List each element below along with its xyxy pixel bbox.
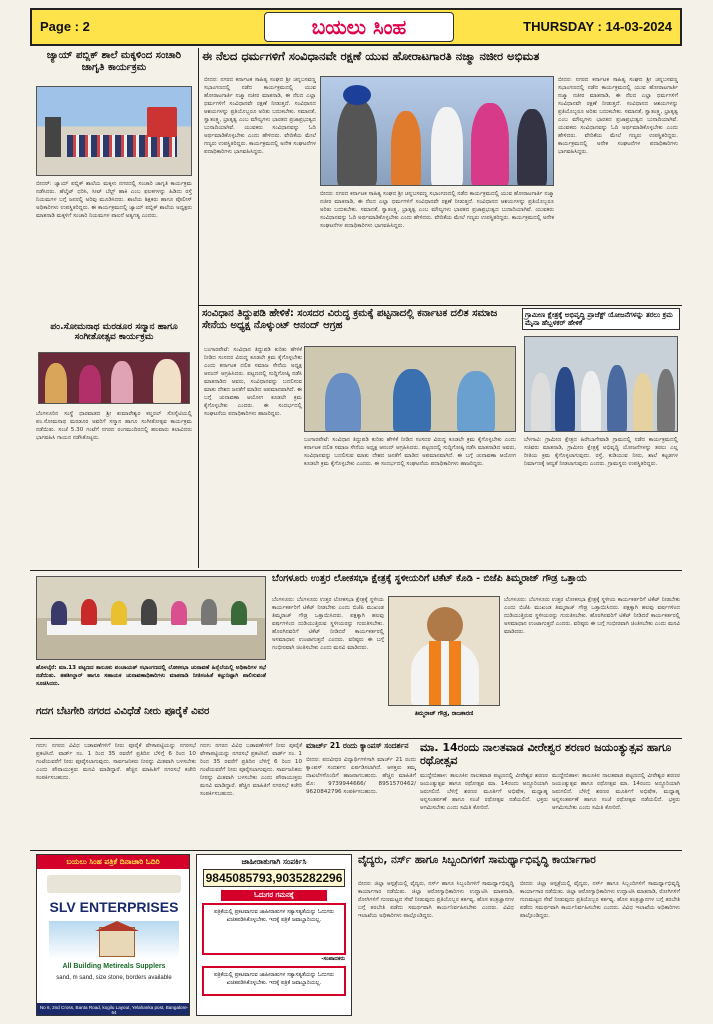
ad-classified: [196, 854, 352, 1016]
article-body: ಬೆಳಗಾವಿ: ಗ್ರಾಮೀಣ ಕ್ಷೇತ್ರದ ಹಿರೇಬಾಗೇವಾಡಿ ಗ್ರಾಮದಲ್ಲಿ ನಡೆದ ಕಾರ್ಯಕ್ರಮದಲ್ಲಿ ಸಚಿವರು ಮಾತನಾಡಿ, ಗ್ರಾಮೀಣ ಕ್ಷೇತ್ರಕ್ಕೆ ಅಭಿವೃದ್ಧಿ ಯೋಜನೆಗಳನ್ನು ತರಲು ಎಲ್ಲ ರೀತಿಯ ಕ್ರಮ ಕೈಗೊಳ್ಳಲಾಗುವುದು. ರಸ್ತೆ, ಕುಡಿಯುವ ನೀರು, ಶಾಲೆ ಕಟ್ಟಡಗಳ ನಿರ್ಮಾಣಕ್ಕೆ ಆದ್ಯತೆ ನೀಡಲಾಗುವುದು ಎಂದರು. ಗ್ರಾಮಸ್ಥರು ಉಪಸ್ಥಿತರಿದ್ದರು.: [524, 437, 678, 467]
company-name: SLV ENTERPRISES: [49, 899, 179, 915]
article-body-continued: ಬೀದರ: ನಗರದ ಕರ್ನಾಟಕ ಸಾಹಿತ್ಯ ಸಂಘದ ಶ್ರೀ ಚನ್ನಬಸವಣ್ಣ ಸಭಾಂಗಣದಲ್ಲಿ ನಡೆದ ಕಾರ್ಯಕ್ರಮದಲ್ಲಿ ಯುವ ಹೋರಾಟಗಾರ್ತಿ ನಜ್ಮಾ ನಜೀರ ಮಾತನಾಡಿ, ಈ ನೆಲದ ಎಲ್ಲಾ ಧರ್ಮಗಳಿಗೆ ಸಂವಿಧಾನವೇ ರಕ್ಷಣೆ ನೀಡುತ್ತದೆ. ಸಂವಿಧಾನದ ಆಶಯಗಳನ್ನು ಪ್ರತಿಯೊಬ್ಬರೂ ಅರಿತು ಬದುಕಬೇಕು. ಸಮಾನತೆ, ಸ್ವಾತಂತ್ರ್ಯ, ಭ್ರಾತೃತ್ವ ಎಂಬ ಮೌಲ್ಯಗಳು ಭಾರತದ ಪ್ರಜಾಪ್ರಭುತ್ವದ ಬುನಾದಿಯಾಗಿವೆ. ಯುವಕರು ಸಂವಿಧಾನವನ್ನು ಓದಿ ಅರ್ಥಮಾಡಿಕೊಳ್ಳಬೇಕು ಎಂದು ಹೇಳಿದರು. ವೇದಿಕೆಯ ಮೇಲೆ ಗಣ್ಯರು ಉಪಸ್ಥಿತರಿದ್ದರು. ಕಾರ್ಯಕ್ರಮದಲ್ಲಿ ಅನೇಕ ಸಂಘಟನೆಗಳ ಪದಾಧಿಕಾರಿಗಳು ಭಾಗವಹಿಸಿದ್ದರು.: [558, 77, 678, 155]
article-body: ಬೀದರ: ಪದವೀಧರ ವಿದ್ಯಾರ್ಥಿಗಳಿಗಾಗಿ ಮಾರ್ಚ್ 21 ರಂದು ಕ್ಯಾಂಪಸ್ ಸಂದರ್ಶನ ಏರ್ಪಡಿಸಲಾಗಿದೆ. ಆಸಕ್ತರು ತಮ್ಮ ದಾಖಲೆಗಳೊಂದಿಗೆ ಹಾಜರಾಗಬಹುದು. ಹೆಚ್ಚಿನ ಮಾಹಿತಿಗೆ ಮೊ: 9739944666/ 8951570462/ 9620842796 ಸಂಪರ್ಕಿಸಬಹುದು.: [306, 757, 416, 795]
meeting-caption: ಹೊಳಲ್ಕೆರೆ: ಮಾ.13 ಪಟ್ಟಣದ ತಾಲೂಕು ಪಂಚಾಯತ್ ಸಭಾಂಗಣದಲ್ಲಿ ಲೋಕಸಭಾ ಚುನಾವಣೆ ಹಿನ್ನೆಲೆಯಲ್ಲಿ ಅಧಿಕಾರಿಗಳ ಸಭೆ ನಡೆಯಿತು. ತಹಶೀಲ್ದಾರ್ ಹಾಗೂ ಸಹಾಯಕ ಚುನಾವಣಾಧಿಕಾರಿಗಳು ಮಾತನಾಡಿ ನೀತಿಸಂಹಿತೆ ಕಟ್ಟುನಿಟ್ಟಾಗಿ ಪಾಲಿಸುವಂತೆ ಸೂಚಿಸಿದರು.: [36, 665, 266, 687]
gram-photo: [524, 336, 678, 432]
article-body-continued: ಬೀದರ: ನಗರದ ಕರ್ನಾಟಕ ಸಾಹಿತ್ಯ ಸಂಘದ ಶ್ರೀ ಚನ್ನಬಸವಣ್ಣ ಸಭಾಂಗಣದಲ್ಲಿ ನಡೆದ ಕಾರ್ಯಕ್ರಮದಲ್ಲಿ ಯುವ ಹೋರಾಟಗಾರ್ತಿ ನಜ್ಮಾ ನಜೀರ ಮಾತನಾಡಿ, ಈ ನೆಲದ ಎಲ್ಲಾ ಧರ್ಮಗಳಿಗೆ ಸಂವಿಧಾನವೇ ರಕ್ಷಣೆ ನೀಡುತ್ತದೆ. ಸಂವಿಧಾನದ ಆಶಯಗಳನ್ನು ಪ್ರತಿಯೊಬ್ಬರೂ ಅರಿತು ಬದುಕಬೇಕು. ಸಮಾನತೆ, ಸ್ವಾತಂತ್ರ್ಯ, ಭ್ರಾತೃತ್ವ ಎಂಬ ಮೌಲ್ಯಗಳು ಭಾರತದ ಪ್ರಜಾಪ್ರಭುತ್ವದ ಬುನಾದಿಯಾಗಿವೆ. ಯುವಕರು ಸಂವಿಧಾನವನ್ನು ಓದಿ ಅರ್ಥಮಾಡಿಕೊಳ್ಳಬೇಕು ಎಂದು ಹೇಳಿದರು. ವೇದಿಕೆಯ ಮೇಲೆ ಗಣ್ಯರು ಉಪಸ್ಥಿತರಿದ್ದರು. ಕಾರ್ಯಕ್ರಮದಲ್ಲಿ ಅನೇಕ ಸಂಘಟನೆಗಳ ಪದಾಧಿಕಾರಿಗಳು ಭಾಗವಹಿಸಿದ್ದರು.: [320, 191, 554, 229]
section-divider: [198, 305, 682, 306]
article-jayanti: [420, 742, 680, 767]
lead-photo: [320, 76, 554, 186]
headline: ಪಂ.ಸೋಮನಾಥ ಮರಡೂರ ಸನ್ಮಾನ ಹಾಗೂ ಸಂಗೀತೋತ್ಸವ ಕಾರ್ಯಕ್ರಮ: [50, 322, 178, 343]
article-body: ಬೀದರ: ಜಿಲ್ಲಾ ಆಸ್ಪತ್ರೆಯಲ್ಲಿ ವೈದ್ಯರು, ನರ್ಸ್ ಹಾಗೂ ಸಿಬ್ಬಂದಿಗಳಿಗೆ ಸಾಮರ್ಥ್ಯಾಭಿವೃದ್ಧಿ ಕಾರ್ಯಾಗಾರ ನಡೆಯಿತು. ಜಿಲ್ಲಾ ಆರೋಗ್ಯಾಧಿಕಾರಿಗಳು ಉದ್ಘಾಟಿಸಿ ಮಾತನಾಡಿ, ರೋಗಿಗಳಿಗೆ ಗುಣಮಟ್ಟದ ಸೇವೆ ನೀಡುವುದು ಪ್ರತಿಯೊಬ್ಬರ ಕರ್ತವ್ಯ. ಹೊಸ ತಂತ್ರಜ್ಞಾನಗಳ ಬಗ್ಗೆ ತರಬೇತಿ ಪಡೆದು ಸಮರ್ಥವಾಗಿ ಕಾರ್ಯನಿರ್ವಹಿಸಬೇಕು ಎಂದರು. ವಿವಿಧ ಇಲಾಖೆಯ ಅಧಿಕಾರಿಗಳು ಪಾಲ್ಗೊಂಡಿದ್ದರು.: [358, 881, 514, 919]
article-water: [36, 706, 266, 718]
article-music: [36, 322, 192, 343]
article-body: ಬೀದರ್: ಜ್ಯಾಯ್ ಪಬ್ಲಿಕ್ ಶಾಲೆಯ ಮಕ್ಕಳು ನಗರದಲ್ಲಿ ಸಂಚಾರಿ ಜಾಗೃತಿ ಕಾರ್ಯಕ್ರಮ ನಡೆಸಿದರು. ಹೆಲ್ಮೆಟ್ ಧರಿಸಿ, ಸೀಟ್ ಬೆಲ್ಟ್ ಹಾಕಿ ಎಂಬ ಫಲಕಗಳನ್ನು ಹಿಡಿದು ರಸ್ತೆ ನಿಯಮಗಳ ಬಗ್ಗೆ ಜನರಲ್ಲಿ ಅರಿವು ಮೂಡಿಸಿದರು. ಶಾಲೆಯ ಶಿಕ್ಷಕರು ಹಾಗೂ ಪೊಲೀಸ್ ಅಧಿಕಾರಿಗಳು ಉಪಸ್ಥಿತರಿದ್ದರು. ಈ ಕಾರ್ಯಕ್ರಮದಲ್ಲಿ ಜ್ಯಾಯ್ ಪಬ್ಲಿಕ್ ಶಾಲೆಯ ಅಧ್ಯಕ್ಷರು ಮಾತನಾಡಿ ಮಕ್ಕಳಿಗೆ ಸಂಚಾರಿ ನಿಯಮಗಳ ಪಾಲನೆ ಅತ್ಯಗತ್ಯ ಎಂದರು.: [36, 181, 192, 219]
article-body: ಮುದ್ದೇಬಿಹಾಳ: ತಾಲೂಕಿನ ನಾಲತವಾಡ ಪಟ್ಟಣದಲ್ಲಿ ವೀರೇಶ್ವರ ಶರಣರ ಜಯಂತ್ಯುತ್ಸವ ಹಾಗೂ ರಥೋತ್ಸವ ಮಾ. 14ರಂದು ಅದ್ಧೂರಿಯಾಗಿ ಜರುಗಲಿದೆ. ಬೆಳಿಗ್ಗೆ ಶರಣರ ಮೂರ್ತಿಗೆ ಅಭಿಷೇಕ, ಮಧ್ಯಾಹ್ನ ಅನ್ನಸಂತರ್ಪಣೆ ಹಾಗೂ ಸಂಜೆ ರಥೋತ್ಸವ ನಡೆಯಲಿದೆ. ಭಕ್ತರು ಆಗಮಿಸಬೇಕು ಎಂದು ಸಮಿತಿ ಕೋರಿದೆ.: [420, 773, 548, 811]
article-body: ಬಂಗಾರಪೇಟೆ: ಸಂವಿಧಾನ ತಿದ್ದುಪಡಿ ಕುರಿತು ಹೇಳಿಕೆ ನೀಡಿದ ಸಂಸದರ ವಿರುದ್ಧ ಕೂಡಲೇ ಕ್ರಮ ಕೈಗೊಳ್ಳಬೇಕು ಎಂದು ಕರ್ನಾಟಕ ದಲಿತ ಸಮಾಜ ಸೇನೆಯ ಅಧ್ಯಕ್ಷ ಆನಂದ್ ಆಗ್ರಹಿಸಿದರು. ಪಟ್ಟಣದಲ್ಲಿ ಸುದ್ದಿಗೋಷ್ಠಿ ನಡೆಸಿ ಮಾತನಾಡಿದ ಅವರು, ಸಂವಿಧಾನವನ್ನು ಬದಲಿಸುವ ಮಾತು ದೇಶದ ಜನತೆಗೆ ಮಾಡಿದ ಅಪಮಾನವಾಗಿದೆ. ಈ ಬಗ್ಗೆ ಚುನಾವಣಾ ಆಯೋಗ ಕೂಡಲೇ ಕ್ರಮ ಕೈಗೊಳ್ಳಬೇಕು ಎಂದರು. ಈ ಸಂದರ್ಭದಲ್ಲಿ ಸಂಘಟನೆಯ ಪದಾಧಿಕಾರಿಗಳು ಹಾಜರಿದ್ದರು.: [204, 347, 302, 417]
headline: ಸಂವಿಧಾನ ತಿದ್ದುಪಡಿ ಹೇಳಿಕೆ: ಸಂಸದರ ವಿರುದ್ಧ ಕ್ರಮಕ್ಕೆ ಪಟ್ಟನಾದಲ್ಲಿ ಕರ್ನಾಟಕ ದಲಿತ ಸಮಾಜ ಸೇನೆಯ ಅಧ್ಯಕ್ಷ ನೊಳ್ಕುಂಟ್ ಆನಂದ್ ಆಗ್ರಹ: [202, 308, 498, 331]
company-products: sand, m sand, size stone, borders available: [56, 975, 172, 981]
article-body: ಬೆಂಗಳೂರು: ಬೆಂಗಳೂರು ಉತ್ತರ ಲೋಕಸಭಾ ಕ್ಷೇತ್ರಕ್ಕೆ ಸ್ಥಳೀಯ ಕಾರ್ಯಕರ್ತರಿಗೆ ಟಿಕೆಟ್ ನೀಡಬೇಕು ಎಂದು ಬಿಜೆಪಿ ಮುಖಂಡ ತಿಮ್ಮರಾಜ್ ಗೌಡ್ರ ಒತ್ತಾಯಿಸಿದರು. ಪಕ್ಷಕ್ಕಾಗಿ ಹಲವು ವರ್ಷಗಳಿಂದ ದುಡಿಯುತ್ತಿರುವ ಸ್ಥಳೀಯರನ್ನು ಗುರುತಿಸಬೇಕು. ಹೊರಗಿನವರಿಗೆ ಟಿಕೆಟ್ ನೀಡಿದರೆ ಕಾರ್ಯಕರ್ತರಲ್ಲಿ ಅಸಮಾಧಾನ ಉಂಟಾಗುತ್ತದೆ ಎಂದರು. ವರಿಷ್ಠರು ಈ ಬಗ್ಗೆ ಗಂಭೀರವಾಗಿ ಚಿಂತಿಸಬೇಕು ಎಂದು ಮನವಿ ಮಾಡಿದರು.: [272, 597, 384, 651]
notice-text-2: ಪತ್ರಿಕೆಯಲ್ಲಿ ಪ್ರಕಟವಾಗುವ ಜಾಹೀರಾತುಗಳ ಸತ್ಯಾಸತ್ಯತೆಯನ್ನು ಓದುಗರು ಖಚಿತಪಡಿಸಿಕೊಳ್ಳಬೇಕು. ಇದಕ್ಕೆ ಪತ್ರಿಕೆ ಜವಾಬ್ದಾರಿಯಲ್ಲ.: [202, 966, 346, 996]
article-body-continued: ಬಂಗಾರಪೇಟೆ: ಸಂವಿಧಾನ ತಿದ್ದುಪಡಿ ಕುರಿತು ಹೇಳಿಕೆ ನೀಡಿದ ಸಂಸದರ ವಿರುದ್ಧ ಕೂಡಲೇ ಕ್ರಮ ಕೈಗೊಳ್ಳಬೇಕು ಎಂದು ಕರ್ನಾಟಕ ದಲಿತ ಸಮಾಜ ಸೇನೆಯ ಅಧ್ಯಕ್ಷ ಆನಂದ್ ಆಗ್ರಹಿಸಿದರು. ಪಟ್ಟಣದಲ್ಲಿ ಸುದ್ದಿಗೋಷ್ಠಿ ನಡೆಸಿ ಮಾತನಾಡಿದ ಅವರು, ಸಂವಿಧಾನವನ್ನು ಬದಲಿಸುವ ಮಾತು ದೇಶದ ಜನತೆಗೆ ಮಾಡಿದ ಅಪಮಾನವಾಗಿದೆ. ಈ ಬಗ್ಗೆ ಚುನಾವಣಾ ಆಯೋಗ ಕೂಡಲೇ ಕ್ರಮ ಕೈಗೊಳ್ಳಬೇಕು ಎಂದರು. ಈ ಸಂದರ್ಭದಲ್ಲಿ ಸಂಘಟನೆಯ ಪದಾಧಿಕಾರಿಗಳು ಹಾಜರಿದ್ದರು.: [304, 437, 516, 467]
article-camp: [306, 742, 416, 751]
article-body-continued: ಗದಗ: ನಗರದ ವಿವಿಧ ಬಡಾವಣೆಗಳಿಗೆ ನೀರು ಪೂರೈಕೆ ವೇಳಾಪಟ್ಟಿಯನ್ನು ನಗರಸಭೆ ಪ್ರಕಟಿಸಿದೆ. ವಾರ್ಡ್ ನಂ. 1 ರಿಂದ 35 ರವರೆಗೆ ಪ್ರತಿದಿನ ಬೆಳಿಗ್ಗೆ 6 ರಿಂದ 10 ಗಂಟೆಯವರೆಗೆ ನೀರು ಪೂರೈಸಲಾಗುವುದು. ಸಾರ್ವಜನಿಕರು ನೀರನ್ನು ಮಿತವಾಗಿ ಬಳಸಬೇಕು ಎಂದು ಪೌರಾಯುಕ್ತರು ಮನವಿ ಮಾಡಿದ್ದಾರೆ. ಹೆಚ್ಚಿನ ಮಾಹಿತಿಗೆ ನಗರಸಭೆ ಕಚೇರಿ ಸಂಪರ್ಕಿಸಬಹುದು.: [200, 743, 302, 797]
article-body: ಗದಗ: ನಗರದ ವಿವಿಧ ಬಡಾವಣೆಗಳಿಗೆ ನೀರು ಪೂರೈಕೆ ವೇಳಾಪಟ್ಟಿಯನ್ನು ನಗರಸಭೆ ಪ್ರಕಟಿಸಿದೆ. ವಾರ್ಡ್ ನಂ. 1 ರಿಂದ 35 ರವರೆಗೆ ಪ್ರತಿದಿನ ಬೆಳಿಗ್ಗೆ 6 ರಿಂದ 10 ಗಂಟೆಯವರೆಗೆ ನೀರು ಪೂರೈಸಲಾಗುವುದು. ಸಾರ್ವಜನಿಕರು ನೀರನ್ನು ಮಿತವಾಗಿ ಬಳಸಬೇಕು ಎಂದು ಪೌರಾಯುಕ್ತರು ಮನವಿ ಮಾಡಿದ್ದಾರೆ. ಹೆಚ್ಚಿನ ಮಾಹಿತಿಗೆ ನಗರಸಭೆ ಕಚೇರಿ ಸಂಪರ್ಕಿಸಬಹುದು.: [36, 743, 196, 781]
article-lead: [202, 50, 680, 63]
article-workshop: [358, 854, 680, 866]
ad-slv: [36, 854, 190, 1016]
meeting-photo: [36, 576, 266, 660]
ad-phones: 9845085793,9035282296: [203, 869, 345, 887]
notice-signoff: -ಸಂಪಾದಕರು: [321, 956, 345, 962]
ad-building-image: [49, 921, 179, 959]
article-gram: [522, 308, 680, 330]
article-constitution: [202, 308, 518, 331]
bjp-photo: [388, 596, 500, 706]
ad-logo-strip: [47, 875, 181, 893]
article-body-continued: ಬೆಂಗಳೂರು: ಬೆಂಗಳೂರು ಉತ್ತರ ಲೋಕಸಭಾ ಕ್ಷೇತ್ರಕ್ಕೆ ಸ್ಥಳೀಯ ಕಾರ್ಯಕರ್ತರಿಗೆ ಟಿಕೆಟ್ ನೀಡಬೇಕು ಎಂದು ಬಿಜೆಪಿ ಮುಖಂಡ ತಿಮ್ಮರಾಜ್ ಗೌಡ್ರ ಒತ್ತಾಯಿಸಿದರು. ಪಕ್ಷಕ್ಕಾಗಿ ಹಲವು ವರ್ಷಗಳಿಂದ ದುಡಿಯುತ್ತಿರುವ ಸ್ಥಳೀಯರನ್ನು ಗುರುತಿಸಬೇಕು. ಹೊರಗಿನವರಿಗೆ ಟಿಕೆಟ್ ನೀಡಿದರೆ ಕಾರ್ಯಕರ್ತರಲ್ಲಿ ಅಸಮಾಧಾನ ಉಂಟಾಗುತ್ತದೆ ಎಂದರು. ವರಿಷ್ಠರು ಈ ಬಗ್ಗೆ ಗಂಭೀರವಾಗಿ ಚಿಂತಿಸಬೇಕು ಎಂದು ಮನವಿ ಮಾಡಿದರು.: [504, 597, 680, 635]
company-address: No 6, 2nd Cross, Banta Road, kogilu Layout, Yelahanka post, Bangalore-64: [37, 1003, 190, 1016]
headline: ಮಾರ್ಚ್ 21 ರಂದು ಕ್ಯಾಂಪಸ್ ಸಂದರ್ಶನ: [306, 741, 409, 750]
ad-banner: ಬಯಲು ಸಿಂಹ ಪತ್ರಿಕೆ ದಿನಾಚಾರಿ ಓದಿರಿ: [37, 855, 189, 869]
notice-text: ಪತ್ರಿಕೆಯಲ್ಲಿ ಪ್ರಕಟವಾಗುವ ಜಾಹೀರಾತುಗಳ ಸತ್ಯಾಸತ್ಯತೆಯನ್ನು ಓದುಗರು ಖಚಿತಪಡಿಸಿಕೊಳ್ಳಬೇಕು. ಇದಕ್ಕೆ ಪತ್ರಿಕೆ ಜವಾಬ್ದಾರಿಯಲ್ಲ.: [202, 903, 346, 955]
notice-heading: ಓದುಗರ ಗಮನಕ್ಕೆ: [221, 890, 327, 901]
column-divider: [198, 48, 199, 568]
section-divider: [30, 570, 682, 571]
page-number: Page : 2: [40, 19, 90, 34]
article-body-continued: ಮುದ್ದೇಬಿಹಾಳ: ತಾಲೂಕಿನ ನಾಲತವಾಡ ಪಟ್ಟಣದಲ್ಲಿ ವೀರೇಶ್ವರ ಶರಣರ ಜಯಂತ್ಯುತ್ಸವ ಹಾಗೂ ರಥೋತ್ಸವ ಮಾ. 14ರಂದು ಅದ್ಧೂರಿಯಾಗಿ ಜರುಗಲಿದೆ. ಬೆಳಿಗ್ಗೆ ಶರಣರ ಮೂರ್ತಿಗೆ ಅಭಿಷೇಕ, ಮಧ್ಯಾಹ್ನ ಅನ್ನಸಂತರ್ಪಣೆ ಹಾಗೂ ಸಂಜೆ ರಥೋತ್ಸವ ನಡೆಯಲಿದೆ. ಭಕ್ತರು ಆಗಮಿಸಬೇಕು ಎಂದು ಸಮಿತಿ ಕೋರಿದೆ.: [552, 773, 680, 811]
headline: ಜ್ಯಾಯ್ ಪಬ್ಲಿಕ್ ಶಾಲೆ ಮಕ್ಕಳಿಂದ ಸಂಚಾರಿ ಜಾಗೃತಿ ಕಾರ್ಯಕ್ರಮ: [46, 50, 182, 73]
article-body: ಬೆಂಗಳೂರಿನ ಸಂಸ್ಥೆ ಧಾರವಾಡದ ಶ್ರೀ ಕುಮಾರೇಶ್ವರ ಕಲ್ಚರಲ್ ಸೊಸೈಟಿಯಲ್ಲಿ ಪಂ.ಸೋಮನಾಥ ಮರಡೂರ ಅವರಿಗೆ ಸನ್ಮಾನ ಹಾಗೂ ಸಂಗೀತೋತ್ಸವ ಕಾರ್ಯಕ್ರಮ ನಡೆಯಿತು. ಸಂಜೆ 5.30 ಗಂಟೆಗೆ ನಗರದ ರಂಗಮಂದಿರದಲ್ಲಿ ಹಲವಾರು ಕಲಾವಿದರು ಭಾಗವಹಿಸಿ ಗಾಯನ ನಡೆಸಿಕೊಟ್ಟರು.: [36, 411, 192, 441]
headline: ಬೆಂಗಳೂರು ಉತ್ತರ ಲೋಕಸಭಾ ಕ್ಷೇತ್ರಕ್ಕೆ ಸ್ಥಳೀಯರಿಗೆ ಟಿಕೆಟ್ ಕೊಡಿ - ಬಿಜೆಪಿ ತಿಮ್ಮರಾಜ್ ಗೌಡ್ರ ಒತ್ತಾಯ: [272, 573, 587, 584]
article-school: [34, 50, 194, 73]
constitution-photo: [304, 346, 516, 432]
section-divider: [30, 738, 682, 739]
article-body: ಬೀದರ: ನಗರದ ಕರ್ನಾಟಕ ಸಾಹಿತ್ಯ ಸಂಘದ ಶ್ರೀ ಚನ್ನಬಸವಣ್ಣ ಸಭಾಂಗಣದಲ್ಲಿ ನಡೆದ ಕಾರ್ಯಕ್ರಮದಲ್ಲಿ ಯುವ ಹೋರಾಟಗಾರ್ತಿ ನಜ್ಮಾ ನಜೀರ ಮಾತನಾಡಿ, ಈ ನೆಲದ ಎಲ್ಲಾ ಧರ್ಮಗಳಿಗೆ ಸಂವಿಧಾನವೇ ರಕ್ಷಣೆ ನೀಡುತ್ತದೆ. ಸಂವಿಧಾನದ ಆಶಯಗಳನ್ನು ಪ್ರತಿಯೊಬ್ಬರೂ ಅರಿತು ಬದುಕಬೇಕು. ಸಮಾನತೆ, ಸ್ವಾತಂತ್ರ್ಯ, ಭ್ರಾತೃತ್ವ ಎಂಬ ಮೌಲ್ಯಗಳು ಭಾರತದ ಪ್ರಜಾಪ್ರಭುತ್ವದ ಬುನಾದಿಯಾಗಿವೆ. ಯುವಕರು ಸಂವಿಧಾನವನ್ನು ಓದಿ ಅರ್ಥಮಾಡಿಕೊಳ್ಳಬೇಕು ಎಂದು ಹೇಳಿದರು. ವೇದಿಕೆಯ ಮೇಲೆ ಗಣ್ಯರು ಉಪಸ್ಥಿತರಿದ್ದರು. ಕಾರ್ಯಕ್ರಮದಲ್ಲಿ ಅನೇಕ ಸಂಘಟನೆಗಳ ಪದಾಧಿಕಾರಿಗಳು ಭಾಗವಹಿಸಿದ್ದರು.: [204, 77, 316, 155]
headline: ಮಾ. 14ರಂದು ನಾಲತವಾಡ ವೀರೇಶ್ವರ ಶರಣರ ಜಯಂತ್ಯುತ್ಸವ ಹಾಗೂ ರಥೋತ್ಸವ: [420, 741, 672, 767]
masthead: [30, 8, 682, 46]
newspaper-title: ಬಯಲು ಸಿಂಹ: [264, 12, 454, 42]
company-tagline: All Building Metireals Supplers: [62, 963, 166, 970]
article-body-continued: ಬೀದರ: ಜಿಲ್ಲಾ ಆಸ್ಪತ್ರೆಯಲ್ಲಿ ವೈದ್ಯರು, ನರ್ಸ್ ಹಾಗೂ ಸಿಬ್ಬಂದಿಗಳಿಗೆ ಸಾಮರ್ಥ್ಯಾಭಿವೃದ್ಧಿ ಕಾರ್ಯಾಗಾರ ನಡೆಯಿತು. ಜಿಲ್ಲಾ ಆರೋಗ್ಯಾಧಿಕಾರಿಗಳು ಉದ್ಘಾಟಿಸಿ ಮಾತನಾಡಿ, ರೋಗಿಗಳಿಗೆ ಗುಣಮಟ್ಟದ ಸೇವೆ ನೀಡುವುದು ಪ್ರತಿಯೊಬ್ಬರ ಕರ್ತವ್ಯ. ಹೊಸ ತಂತ್ರಜ್ಞಾನಗಳ ಬಗ್ಗೆ ತರಬೇತಿ ಪಡೆದು ಸಮರ್ಥವಾಗಿ ಕಾರ್ಯನಿರ್ವಹಿಸಬೇಕು ಎಂದರು. ವಿವಿಧ ಇಲಾಖೆಯ ಅಧಿಕಾರಿಗಳು ಪಾಲ್ಗೊಂಡಿದ್ದರು.: [520, 881, 680, 919]
school-photo: [36, 86, 192, 176]
headline: ಗದಗ ಬೆಟಗೇರಿ ನಗರದ ವಿವಿಧೆಡೆ ನೀರು ಪೂರೈಕೆ ವಿವರ: [36, 706, 210, 717]
issue-date: THURSDAY : 14-03-2024: [523, 19, 672, 34]
headline: ವೈದ್ಯರು, ನರ್ಸ್ ಹಾಗೂ ಸಿಬ್ಬಂದಿಗಳಿಗೆ ಸಾಮರ್ಥ್ಯಾಭಿವೃದ್ಧಿ ಕಾರ್ಯಾಗಾರ: [358, 854, 596, 866]
article-bjp: [272, 574, 680, 585]
headline: ಈ ನೆಲದ ಧರ್ಮಗಳಿಗೆ ಸಂವಿಧಾನವೇ ರಕ್ಷಣೆ ಯುವ ಹೋರಾಟಗಾರತಿ ನಜ್ಮಾ ನಜೀರ ಅಭಿಮತ: [202, 49, 540, 63]
music-photo: [38, 352, 190, 404]
photo-caption: ತಿಮ್ಮರಾಜ್ ಗೌಡ್ರ, ರಾಜಕಾರಣಿ: [414, 710, 474, 717]
headline: ಗ್ರಾಮೀಣ ಕ್ಷೇತ್ರಕ್ಕೆ ಅಭಿವೃದ್ಧಿ ಪ್ರಾಜೆಕ್ಟ್ ಯೋಜನೆಗಳನ್ನು ತರಲು ಕ್ರಮ ಮೈನಾ ಹೆಬ್ಬಳಕರ್ ಹೇಳಿಕೆ: [525, 311, 673, 328]
section-divider: [30, 850, 682, 851]
ad-title: ಜಾಹೀರಾತುಗಾಗಿ ಸಂಪರ್ಕಿಸಿ: [241, 857, 307, 866]
